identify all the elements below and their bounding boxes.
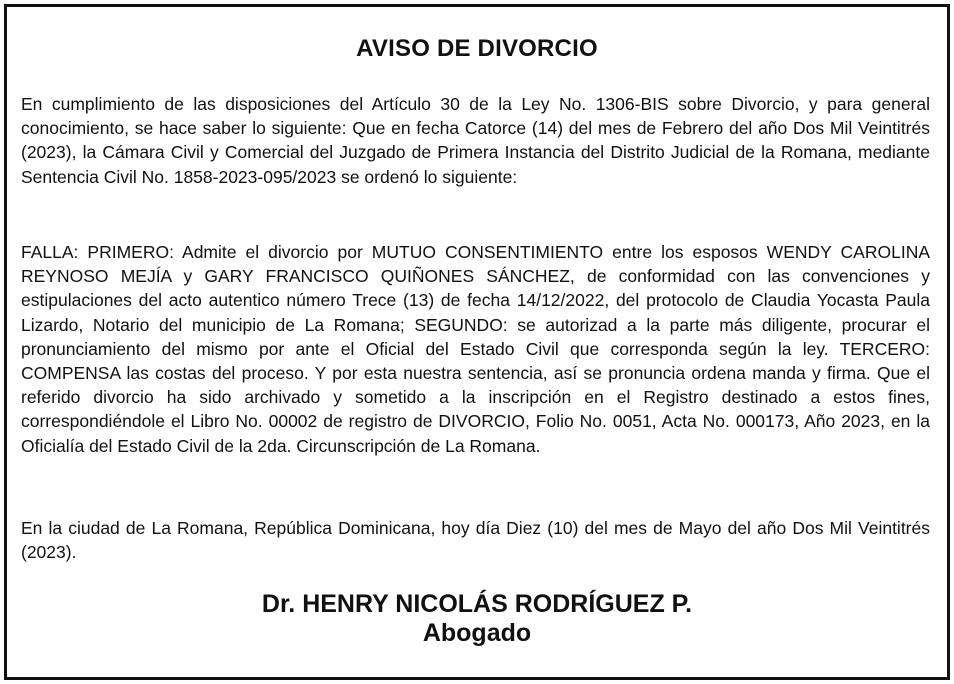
closing-paragraph: En la ciudad de La Romana, República Dominicana, hoy día Diez (10) del mes de Mayo del año Dos Mil Veintitrés (2023). xyxy=(21,518,930,563)
ruling-paragraph: FALLA: PRIMERO: Admite el divorcio por MUTUO CONSENTIMIENTO entre los esposos WENDY CAROLINA REYNOSO MEJÍA y GARY FRANCISCO QUIÑONES SÁNCHEZ, de conformidad con las convenciones y estipulaciones del acto autentico número Trece (13) de fecha 14/12/2022, del protocolo de Claudia Yocasta Paula Lizardo, Notario del municipio de La Romana; SEGUNDO: se autorizad a la parte más diligente, procurar el pronunciamiento del mismo por ante el Oficial del Estado Civil que corresponda según la ley. TERCERO: COMPENSA las costas del proceso. Y por esta nuestra sentencia, así se pronuncia ordena manda y firma. Que el referido divorcio ha sido archivado y sometido a la inscripción en el Registro destinado a estos fines, correspondiéndole el Libro No. 00002 de registro de DIVORCIO, Folio No. 0051, Acta No. 000173, Año 2023, en la Oficialía del Estado Civil de la 2da. Circunscripción de La Romana. xyxy=(21,242,930,456)
notice-frame xyxy=(4,4,950,680)
intro-paragraph: En cumplimiento de las disposiciones del Artículo 30 de la Ley No. 1306-BIS sobre Divorcio, y para general conocimiento, se hace saber lo siguiente: Que en fecha Catorce (14) del mes de Febrero del año Dos Mil Veintitrés (2023), la Cámara Civil y Comercial del Juzgado de Primera Instancia del Distrito Judicial de la Romana, mediante Sentencia Civil No. 1858-2023-095/2023 se ordenó lo siguiente: xyxy=(21,94,930,187)
signature-block xyxy=(7,589,947,647)
signatory-role: Abogado xyxy=(422,619,532,647)
notice-title: AVISO DE DIVORCIO xyxy=(356,35,598,62)
signatory-name: Dr. HENRY NICOLÁS RODRÍGUEZ P. xyxy=(261,590,693,618)
